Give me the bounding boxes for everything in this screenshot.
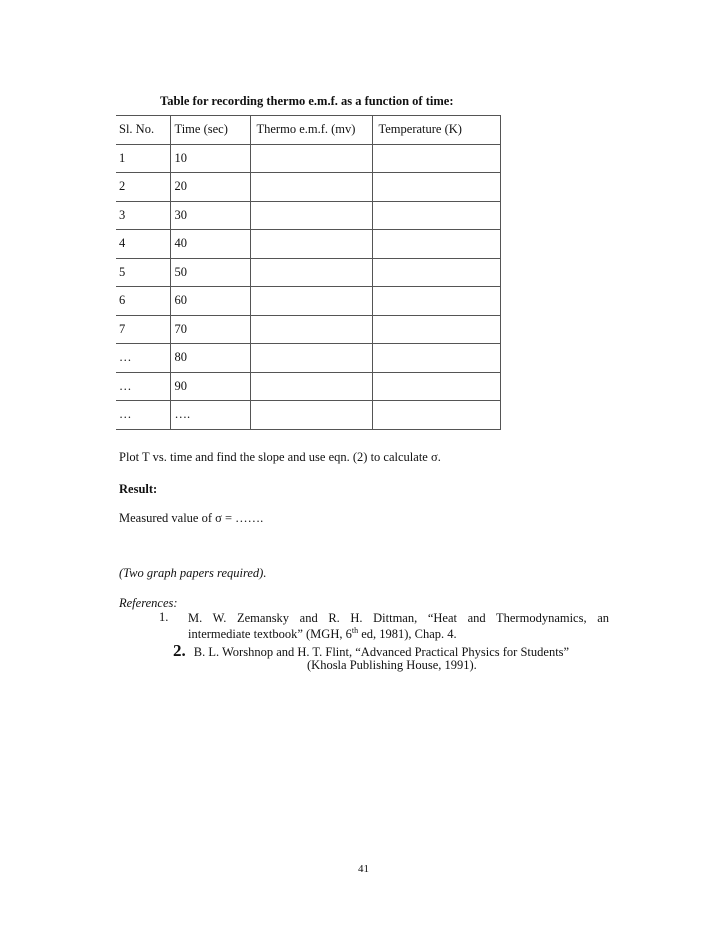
cell-sl-no: 2 (119, 179, 126, 194)
cell-time: 60 (170, 287, 250, 316)
table-row (116, 173, 500, 202)
table-row (116, 230, 500, 259)
graph-papers-note: (Two graph papers required). (119, 566, 267, 580)
header-thermo-emf: Thermo e.m.f. (mv) (250, 116, 372, 145)
plot-instruction: Plot T vs. time and find the slope and use eqn. (2) to calculate σ. (119, 450, 441, 464)
reference-number: 2. (173, 641, 186, 660)
header-temperature: Temperature (K) (372, 116, 500, 145)
reference-text: intermediate textbook” (MGH, 6 (188, 627, 352, 641)
cell-temperature (372, 230, 500, 259)
cell-temperature (372, 258, 500, 287)
table-header-row (116, 116, 500, 145)
cell-sl-no: 6 (119, 293, 126, 308)
reference-item (159, 610, 609, 642)
cell-temperature (372, 287, 500, 316)
cell-temperature (372, 401, 500, 430)
cell-sl-no: … (119, 350, 132, 365)
table-row (116, 258, 500, 287)
reference-text: B. L. Worshnop and H. T. Flint, “Advanced Practical Physics for Students” (193, 645, 570, 659)
reference-text: ed, 1981), Chap. 4. (358, 627, 457, 641)
table-row (116, 372, 500, 401)
cell-temperature (372, 144, 500, 173)
cell-temperature (372, 315, 500, 344)
cell-temperature (372, 372, 500, 401)
table-row (116, 315, 500, 344)
cell-temperature (372, 344, 500, 373)
cell-time: 80 (170, 344, 250, 373)
cell-thermo-emf (250, 287, 372, 316)
cell-thermo-emf (250, 144, 372, 173)
cell-thermo-emf (250, 258, 372, 287)
edition-superscript: th (351, 625, 359, 635)
cell-time: 10 (170, 144, 250, 173)
references-heading: References: (119, 596, 178, 610)
cell-thermo-emf (250, 401, 372, 430)
header-time: Time (sec) (170, 116, 250, 145)
table-row (116, 401, 500, 430)
cell-time: 70 (170, 315, 250, 344)
cell-time: 40 (170, 230, 250, 259)
page-number: 41 (358, 863, 369, 875)
cell-sl-no: … (119, 407, 132, 422)
cell-thermo-emf (250, 230, 372, 259)
reference-line: (Khosla Publishing House, 1991). (307, 658, 477, 672)
reference-line: M. W. Zemansky and R. H. Dittman, “Heat and Thermodynamics, an (188, 611, 609, 625)
cell-time: 90 (170, 372, 250, 401)
result-heading: Result: (119, 482, 158, 496)
cell-sl-no: 3 (119, 207, 126, 222)
measured-value-text: Measured value of σ = ……. (119, 511, 264, 525)
cell-time: 50 (170, 258, 250, 287)
table-title: Table for recording thermo e.m.f. as a function of time: (160, 94, 454, 108)
table-row (116, 144, 500, 173)
cell-sl-no: 4 (119, 236, 126, 251)
cell-time: 20 (170, 173, 250, 202)
table-row (116, 344, 500, 373)
cell-thermo-emf (250, 372, 372, 401)
cell-thermo-emf (250, 173, 372, 202)
table-row (116, 201, 500, 230)
cell-thermo-emf (250, 201, 372, 230)
reference-number: 1. (159, 610, 169, 624)
reference-item (173, 641, 633, 672)
cell-thermo-emf (250, 315, 372, 344)
cell-time: …. (170, 401, 250, 430)
data-table (116, 115, 501, 430)
reference-line (188, 626, 609, 642)
cell-sl-no: 7 (119, 321, 126, 336)
cell-time: 30 (170, 201, 250, 230)
cell-temperature (372, 201, 500, 230)
header-sl-no: Sl. No. (119, 122, 155, 137)
cell-sl-no: … (119, 378, 132, 393)
cell-temperature (372, 173, 500, 202)
cell-sl-no: 5 (119, 264, 126, 279)
cell-sl-no: 1 (119, 150, 126, 165)
table-row (116, 287, 500, 316)
cell-thermo-emf (250, 344, 372, 373)
